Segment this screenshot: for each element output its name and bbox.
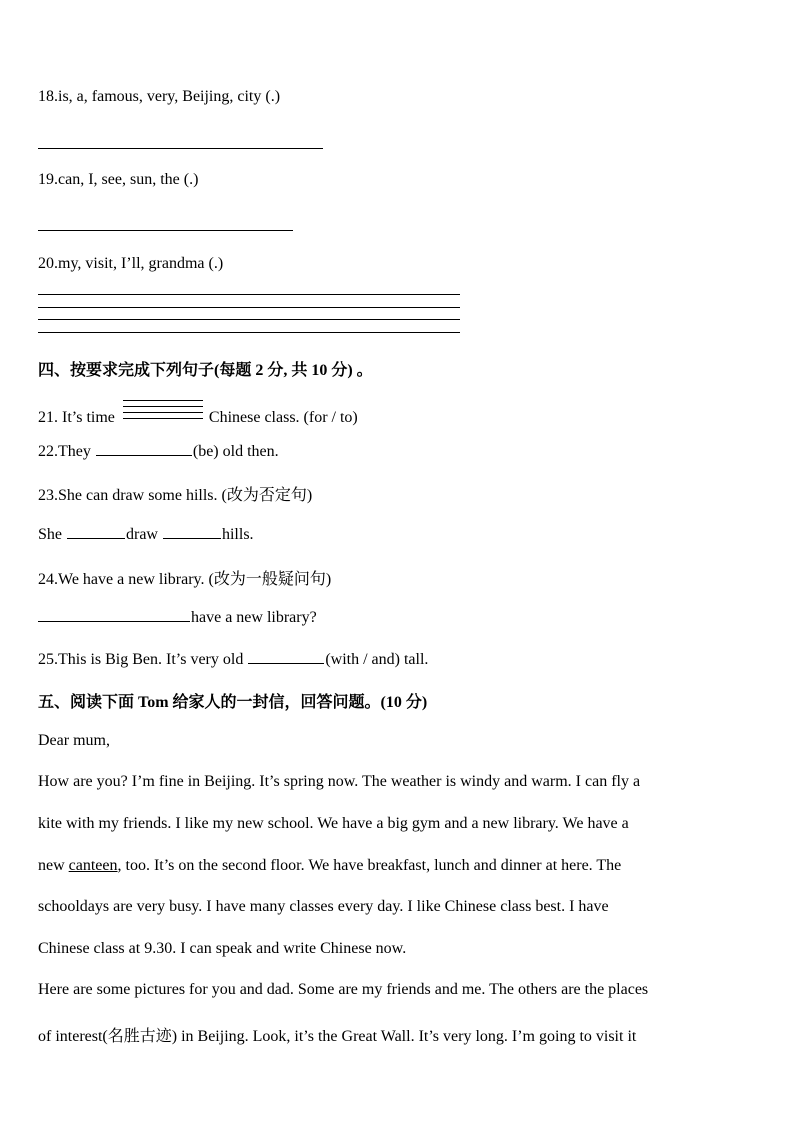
letter-line — [38, 857, 754, 875]
answer-line-20a[interactable] — [38, 294, 460, 295]
answer-line-19[interactable] — [38, 230, 293, 231]
question-text-post: (be) old then. — [192, 443, 279, 460]
question-21 — [38, 404, 358, 427]
heading-pre: 五、阅读下面 — [38, 694, 139, 711]
letter-line: schooldays are very busy. I have many classes every day. I like Chinese class best. I have — [38, 898, 609, 915]
question-22 — [38, 441, 279, 461]
question-instruction: (改为一般疑问句) — [208, 571, 332, 588]
question-words: can, I, see, sun, the (.) — [58, 171, 199, 188]
answer-text: have a new library? — [191, 609, 317, 626]
question-25 — [38, 649, 428, 669]
question-number: 23. — [38, 487, 58, 504]
letter-line: How are you? I’m fine in Beijing. It’s spring now. The weather is windy and warm. I can fly a — [38, 773, 641, 790]
question-text-post: Chinese class. (for / to) — [208, 409, 358, 426]
question-sentence: We have a new library. — [58, 571, 205, 588]
section-4-heading: 四、按要求完成下列句子(每题 2 分, 共 10 分) 。 — [38, 362, 373, 379]
answer-blank-23b[interactable] — [163, 524, 221, 539]
answer-blank-24[interactable] — [38, 607, 190, 622]
question-text-pre: 22.They — [38, 443, 91, 460]
question-instruction: (改为否定句) — [221, 487, 313, 504]
answer-line-20d[interactable] — [38, 332, 460, 333]
question-words: is, a, famous, very, Beijing, city (.) — [58, 88, 281, 105]
question-number: 21. — [38, 409, 58, 426]
answer-blank-25[interactable] — [248, 649, 324, 664]
answer-blank-21[interactable] — [123, 404, 203, 426]
question-text-post: (with / and) tall. — [325, 651, 429, 668]
question-20 — [38, 255, 223, 273]
letter-text: , too. It’s on the second floor. We have breakfast, lunch and dinner at here. The — [117, 857, 622, 874]
heading-post: 给家人的一封信，回答问题。(10 分) — [168, 694, 428, 711]
answer-blank-22[interactable] — [96, 441, 192, 456]
answer-line-20c[interactable] — [38, 319, 460, 320]
question-18 — [38, 88, 280, 106]
question-number: 19. — [38, 171, 58, 188]
letter-line: of interest(名胜古迹) in Beijing. Look, it’s the Great Wall. It’s very long. I’m going to visit it — [38, 1028, 637, 1045]
answer-word: draw — [126, 526, 158, 543]
question-number: 24. — [38, 571, 58, 588]
letter-greeting: Dear mum, — [38, 732, 110, 749]
answer-line-20b[interactable] — [38, 307, 460, 308]
question-19 — [38, 171, 198, 189]
answer-24 — [38, 607, 317, 627]
question-words: my, visit, I’ll, grandma (.) — [58, 255, 224, 272]
letter-line: Here are some pictures for you and dad. Some are my friends and me. The others are the places — [38, 981, 649, 998]
answer-word: She — [38, 526, 62, 543]
question-text-pre: 25.This is Big Ben. It’s very old — [38, 651, 244, 668]
question-24 — [38, 566, 331, 589]
section-5-heading — [38, 689, 427, 712]
question-23 — [38, 482, 312, 505]
answer-line-18[interactable] — [38, 148, 323, 149]
question-number: 20. — [38, 255, 58, 272]
answer-word: hills. — [221, 526, 254, 543]
question-text-pre: It’s time — [58, 409, 115, 426]
letter-text: new — [38, 857, 69, 874]
question-number: 18. — [38, 88, 58, 105]
answer-blank-23a[interactable] — [67, 524, 125, 539]
question-sentence: She can draw some hills. — [58, 487, 218, 504]
underlined-word: canteen — [68, 857, 118, 874]
answer-23 — [38, 524, 254, 544]
letter-line: Chinese class at 9.30. I can speak and write Chinese now. — [38, 940, 407, 957]
letter-line: kite with my friends. I like my new school. We have a big gym and a new library. We have a — [38, 815, 629, 832]
heading-name: Tom — [138, 694, 169, 711]
